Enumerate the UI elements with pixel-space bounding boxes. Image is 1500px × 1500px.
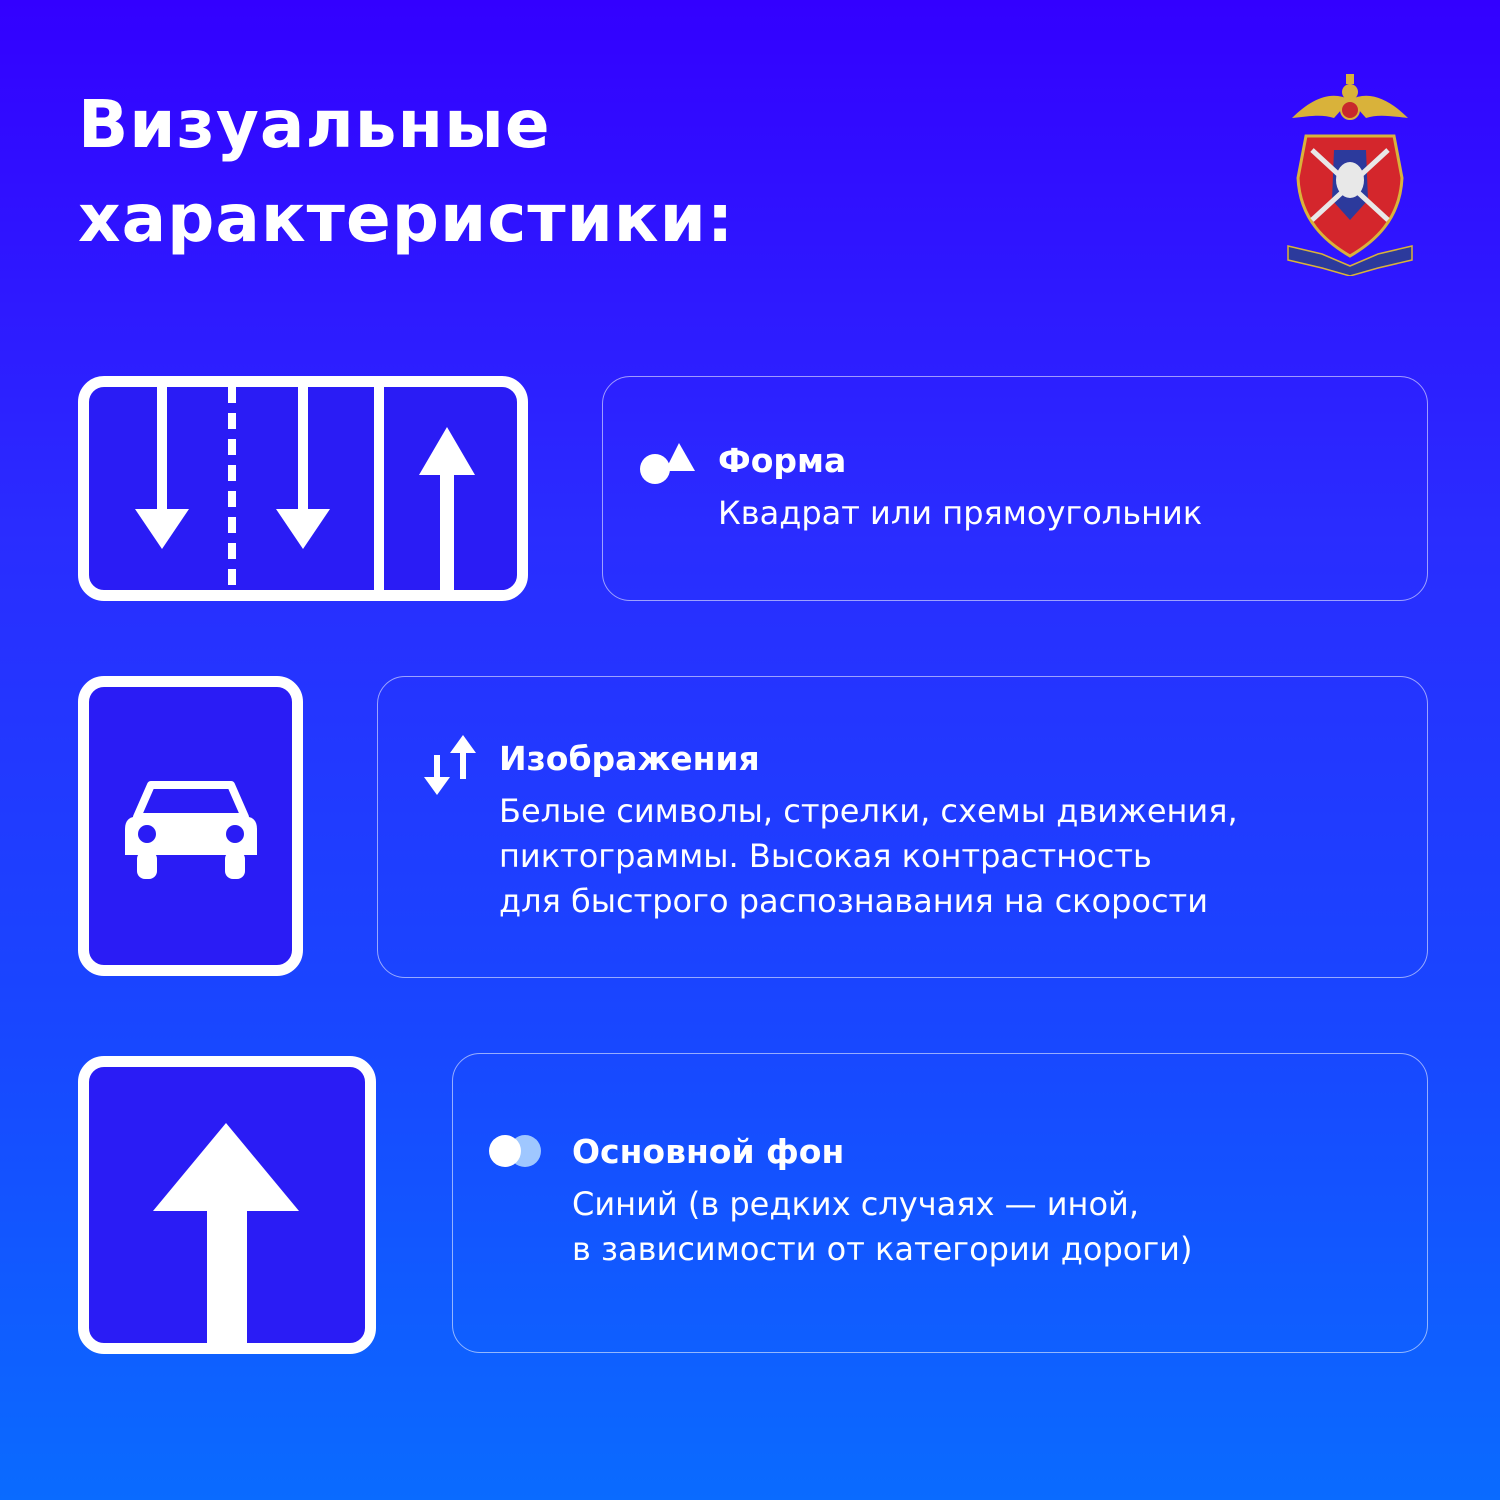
one-way-arrow-sign [78, 1056, 376, 1354]
shape-card-title: Форма [718, 441, 847, 480]
card-text-line: Квадрат или прямоугольник [718, 494, 1203, 532]
lane-directions-sign [78, 376, 528, 601]
police-emblem-icon [1282, 70, 1418, 276]
images-card [377, 676, 1428, 978]
color-circles-icon [487, 1134, 543, 1168]
background-card [452, 1053, 1428, 1353]
card-text-line: для быстрого распознавания на скорости [499, 882, 1208, 920]
background-card-title: Основной фон [572, 1132, 845, 1171]
images-card-title: Изображения [499, 739, 760, 778]
images-card-text [499, 789, 1238, 924]
card-text-line: Синий (в редких случаях — иной, [572, 1185, 1139, 1223]
card-text-line: пиктограммы. Высокая контрастность [499, 837, 1152, 875]
shape-card [602, 376, 1428, 601]
shapes-icon [639, 443, 695, 487]
up-down-arrows-icon [422, 733, 478, 797]
car-icon [89, 687, 292, 965]
title-line-2: характеристики: [78, 180, 735, 257]
title-line-1: Визуальные [78, 86, 551, 163]
card-text-line: Белые символы, стрелки, схемы движения, [499, 792, 1238, 830]
car-lane-sign [78, 676, 303, 976]
shape-card-text [718, 491, 1202, 536]
page-title [78, 78, 734, 266]
lane-arrows-icon [89, 387, 517, 590]
card-text-line: в зависимости от категории дороги) [572, 1230, 1193, 1268]
background-card-text [572, 1182, 1192, 1272]
arrow-up-icon [89, 1067, 365, 1343]
